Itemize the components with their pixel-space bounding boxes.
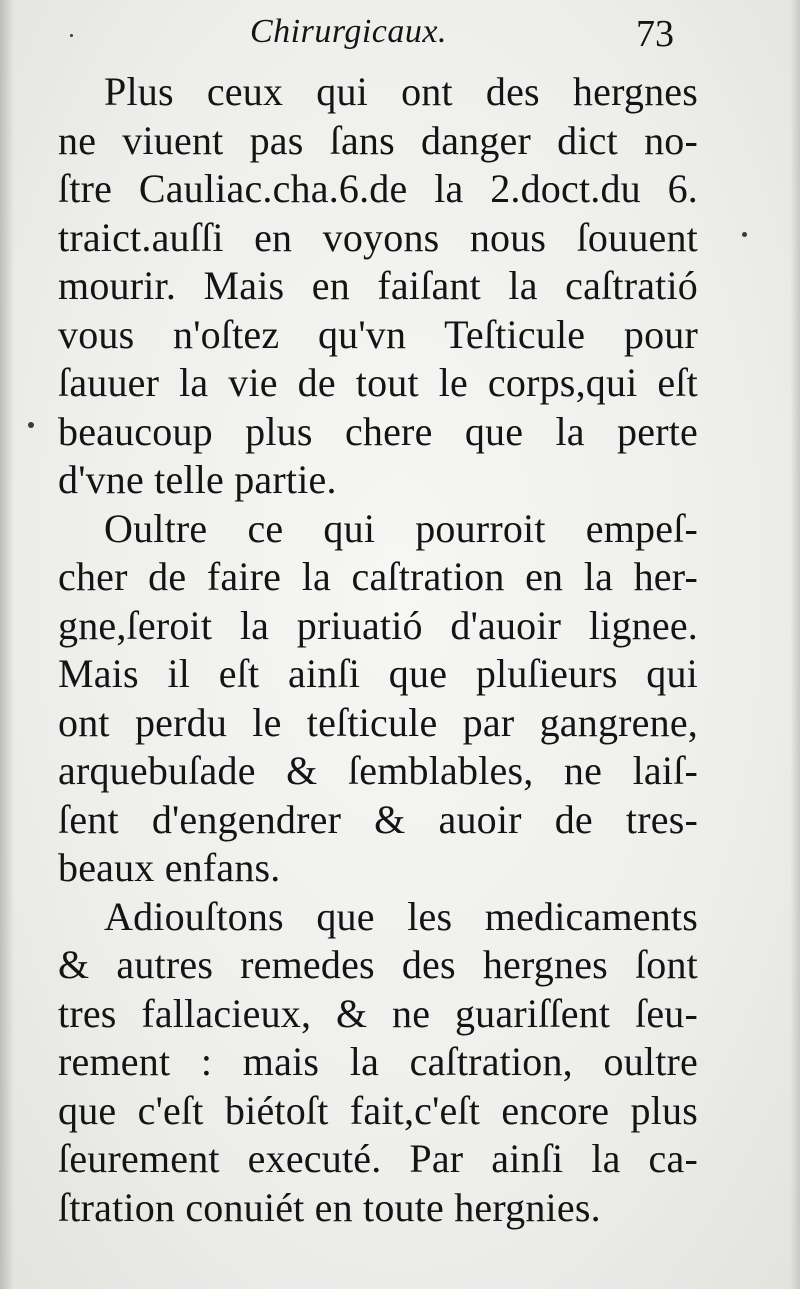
text-line: gne,ſeroit la priuatió d'auoir lignee. [58, 602, 698, 648]
text-line: Mais il eſt ainſi que pluſieurs qui [58, 651, 698, 696]
main-text [58, 68, 698, 1232]
paragraph-1 [58, 68, 698, 505]
text-line: beaucoup plus chere que la perte [58, 408, 698, 454]
text-line: Plus ceux qui ont des hergnes [104, 69, 698, 114]
text-line: ſtre Cauliac.cha.6.de la 2.doct.du 6. [58, 166, 698, 211]
text-line: Adiouſtons que les medicaments [104, 893, 698, 939]
text-line: ont perdu le teſticule par gangrene, [58, 699, 698, 745]
text-line: beaux enfans. [58, 845, 281, 890]
text-line: d'vne telle partie. [58, 457, 337, 502]
page-number: 73 [636, 13, 674, 55]
ink-speck [70, 34, 73, 37]
text-line: cher de faire la caſtration en la her- [58, 554, 698, 599]
text-line: ſent d'engendrer & auoir de tres- [58, 796, 698, 842]
paragraph-2 [58, 505, 698, 893]
text-line: mourir. Mais en faiſant la caſtratió [58, 263, 698, 308]
running-title: Chirurgicaux. [250, 13, 447, 50]
text-line: rement : mais la caſtration, oultre [58, 1039, 698, 1084]
text-line: tres fallacieux, & ne guariſſent ſeu- [58, 990, 698, 1036]
page-edge-shadow-left [0, 0, 14, 1289]
page-edge-shadow-right [790, 0, 800, 1289]
ink-speck [28, 422, 34, 428]
text-line: ne viuent pas ſans danger dict no- [58, 117, 698, 163]
text-line: ſauuer la vie de tout le corps,qui eſt [58, 360, 698, 405]
text-line: Oultre ce qui pourroit empeſ- [104, 505, 698, 551]
text-line: ſtration conuiét en toute hergnies. [58, 1184, 601, 1230]
paragraph-3 [58, 893, 698, 1233]
text-line: traict.auſſi en voyons nous ſouuent [58, 214, 698, 260]
text-line: que c'eſt biétoſt fait,c'eſt encore plus [58, 1087, 698, 1133]
text-line: & autres remedes des hergnes ſont [58, 942, 698, 987]
text-line: arquebuſade & ſemblables, ne laiſ- [58, 748, 698, 793]
text-line: vous n'oſtez qu'vn Teſticule pour [58, 311, 698, 357]
text-line: ſeurement executé. Par ainſi la ca- [58, 1136, 698, 1181]
ink-speck [742, 232, 747, 237]
